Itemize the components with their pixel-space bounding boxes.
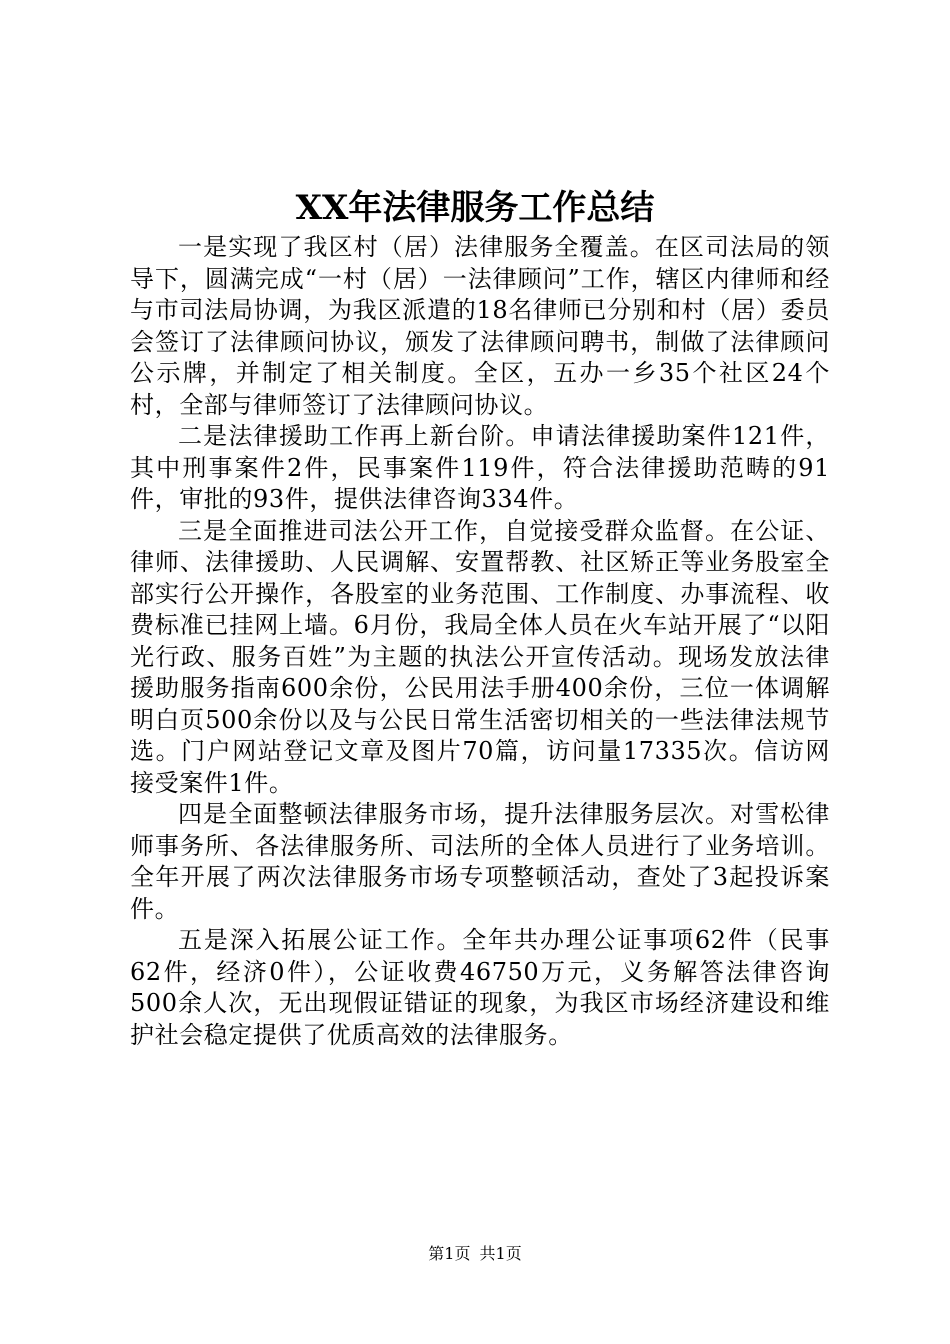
document-body	[130, 232, 830, 1051]
paragraph-4: 四是全面整顿法律服务市场，提升法律服务层次。对雪松律师事务所、各法律服务所、司法所的全体人员进行了业务培训。全年开展了两次法律服务市场专项整顿活动，查处了3起投诉案件。	[130, 800, 830, 923]
page-footer	[0, 1243, 950, 1265]
page-number: 第1页	[428, 1244, 471, 1263]
paragraph-5: 五是深入拓展公证工作。全年共办理公证事项62件（民事62件，经济0件），公证收费46750万元，义务解答法律咨询500余人次，无出现假证错证的现象，为我区市场经济建设和维护社会稳定提供了优质高效的法律服务。	[130, 926, 830, 1049]
page-total: 共1页	[479, 1244, 522, 1263]
document-title: XX年法律服务工作总结	[295, 188, 655, 228]
paragraph-2: 二是法律援助工作再上新台阶。申请法律援助案件121件，其中刑事案件2件，民事案件119件，符合法律援助范畴的91件，审批的93件，提供法律咨询334件。	[130, 422, 830, 513]
paragraph-3: 三是全面推进司法公开工作，自觉接受群众监督。在公证、律师、法律援助、人民调解、安置帮教、社区矫正等业务股室全部实行公开操作，各股室的业务范围、工作制度、办事流程、收费标准已挂网上墙。6月份，我局全体人员在火车站开展了“以阳光行政、服务百姓”为主题的执法公开宣传活动。现场发放法律援助服务指南600余份，公民用法手册400余份，三位一体调解明白页500余份以及与公民日常生活密切相关的一些法律法规节选。门户网站登记文章及图片70篇，访问量17335次。信访网接受案件1件。	[130, 516, 830, 797]
paragraph-1: 一是实现了我区村（居）法律服务全覆盖。在区司法局的领导下，圆满完成“一村（居）一法律顾问”工作，辖区内律师和经与市司法局协调，为我区派遣的18名律师已分别和村（居）委员会签订了法律顾问协议，颁发了法律顾问聘书，制做了法律顾问公示牌，并制定了相关制度。全区，五办一乡35个社区24个村，全部与律师签订了法律顾问协议。	[130, 233, 830, 419]
